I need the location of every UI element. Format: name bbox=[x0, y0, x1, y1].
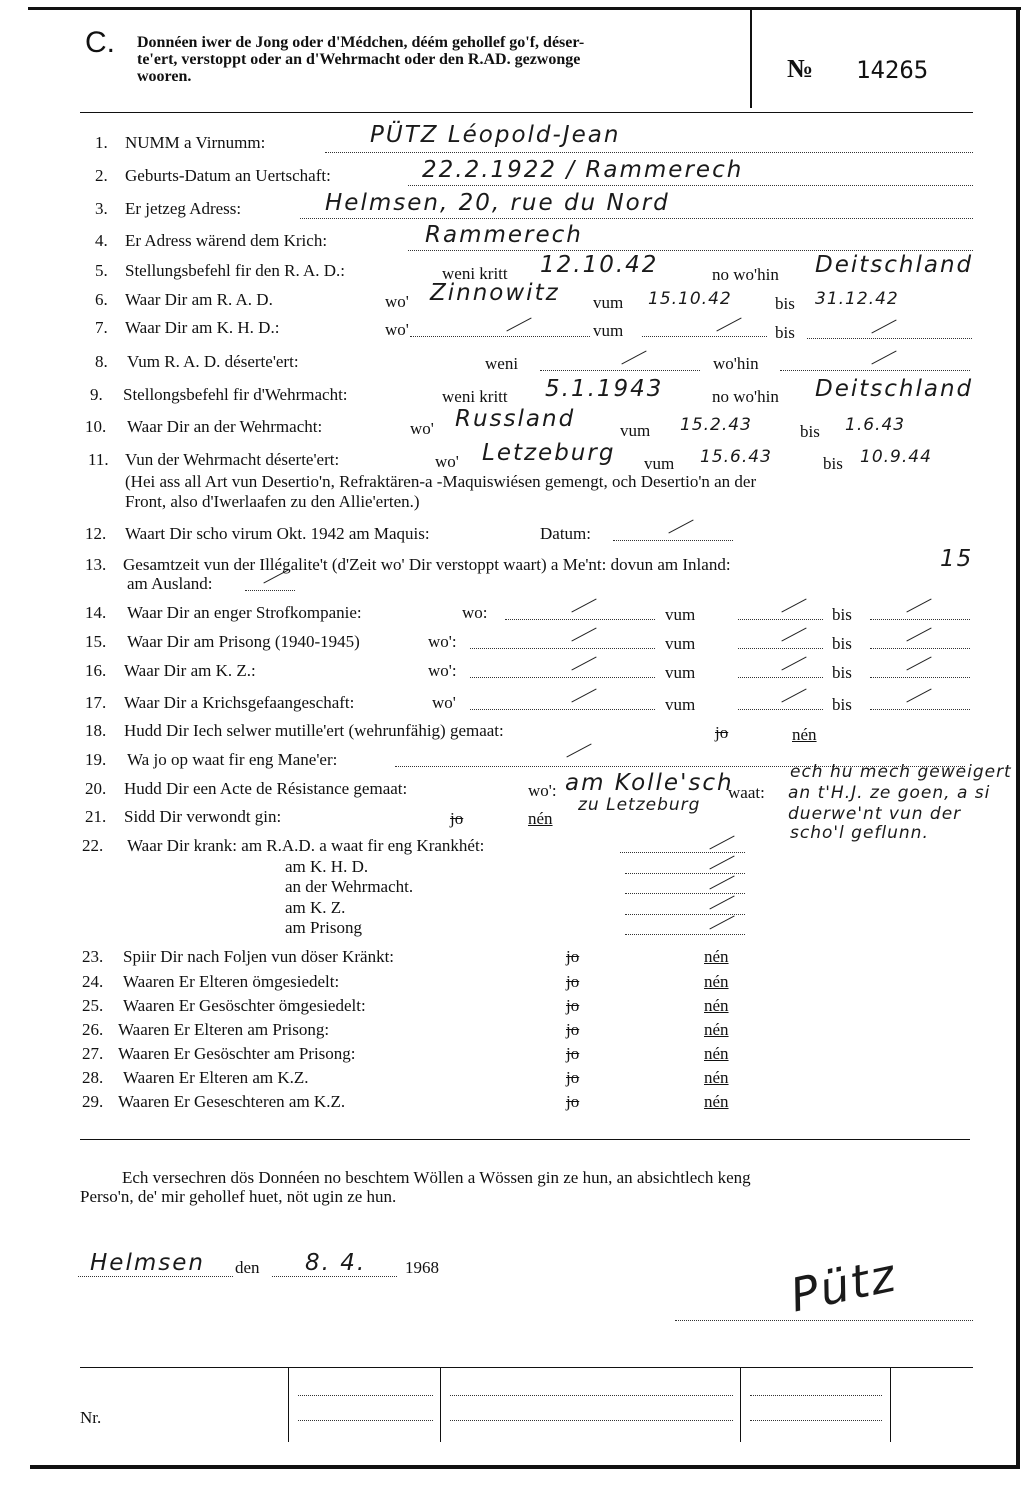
field-line bbox=[625, 934, 745, 935]
bis-label: bis bbox=[832, 634, 852, 653]
bis-label: bis bbox=[832, 663, 852, 682]
field-label: Wa jo op waat fir eng Mane'er: bbox=[127, 750, 338, 769]
field-label: Waaren Er Elteren am K.Z. bbox=[123, 1068, 309, 1087]
field-line bbox=[470, 648, 655, 649]
row-number: 14. bbox=[85, 603, 107, 622]
field-label: Waaren Er Gesöschter ömgesiedelt: bbox=[123, 996, 366, 1015]
table-rule bbox=[890, 1367, 891, 1442]
desertion-from[interactable]: 15.6.43 bbox=[700, 447, 772, 467]
jo-option[interactable]: jo bbox=[566, 1068, 580, 1087]
jo-option[interactable]: jo bbox=[566, 1044, 580, 1063]
weni-label: weni kritt bbox=[442, 387, 508, 406]
nen-option[interactable]: nén bbox=[704, 972, 729, 991]
field-label: Spiir Dir nach Foljen vun döser Kränkt: bbox=[123, 947, 395, 966]
field-label: Geburts-Datum an Uertschaft: bbox=[125, 166, 331, 185]
row-number: 23. bbox=[82, 947, 104, 966]
resistance-place[interactable]: am Kolle'sch bbox=[565, 770, 734, 796]
field-label: Waart Dir scho virum Okt. 1942 am Maquis: bbox=[125, 524, 430, 543]
resistance-what[interactable]: duerwe'nt vun der bbox=[788, 804, 962, 824]
nen-option[interactable]: nén bbox=[704, 996, 729, 1015]
frame-right bbox=[1016, 7, 1020, 1469]
dash-mark bbox=[709, 855, 734, 869]
rad-order-date[interactable]: 12.10.42 bbox=[540, 252, 659, 278]
row-number: 17. bbox=[85, 693, 107, 712]
wo-label: wo': bbox=[428, 632, 457, 651]
field-label: Sidd Dir verwondt gin: bbox=[124, 807, 282, 826]
field-line bbox=[870, 648, 970, 649]
vum-label: vum bbox=[665, 634, 696, 653]
field-line bbox=[738, 619, 823, 620]
jo-option[interactable]: jo bbox=[566, 972, 580, 991]
row-number: 5. bbox=[95, 261, 108, 280]
vum-label: vum bbox=[665, 695, 696, 714]
jo-option[interactable]: jo bbox=[566, 1092, 580, 1111]
row-number: 20. bbox=[85, 779, 107, 798]
field-label: Vun der Wehrmacht déserte'ert: bbox=[125, 450, 340, 469]
wohin-label: wo'hin bbox=[713, 354, 759, 373]
field-line bbox=[620, 852, 745, 853]
row-number: 12. bbox=[85, 524, 107, 543]
declaration-text: Ech versechren dös Donnéen no beschtem Wöllen a Wössen gin ze hun, an absichtlech keng bbox=[122, 1168, 751, 1187]
field-label: Gesamtzeit vun der Illégalite't (d'Zeit wo' Dir verstoppt waart) a Me'nt: dovun am Inland: bbox=[123, 555, 731, 574]
field-line bbox=[675, 1320, 973, 1321]
field-label: Er Adress wärend dem Krich: bbox=[125, 231, 328, 250]
resistance-what[interactable]: an t'H.J. ze goen, a si bbox=[788, 783, 991, 803]
field-label: Hudd Dir een Acte de Résistance gemaat: bbox=[124, 779, 408, 798]
rad-destination[interactable]: Deitschland bbox=[815, 252, 974, 278]
dash-mark bbox=[506, 317, 531, 331]
signature: Pütz bbox=[785, 1247, 902, 1323]
resistance-what[interactable]: scho'l geflunn. bbox=[790, 823, 929, 843]
row-number: 15. bbox=[85, 632, 107, 651]
field-line bbox=[408, 185, 973, 186]
desertion-note: (Hei ass all Art vun Desertio'n, Refraktären-a -Maquiswiésen gemengt, och Desertio'n an der bbox=[125, 472, 757, 491]
dash-mark bbox=[871, 319, 896, 333]
field-label: Waaren Er Geseschteren am K.Z. bbox=[118, 1092, 346, 1111]
field-label: Hudd Dir Iech selwer mutille'ert (wehrunfähig) gemaat: bbox=[124, 721, 504, 740]
date-value[interactable]: 8. 4. bbox=[305, 1250, 367, 1276]
field-line bbox=[625, 914, 745, 915]
wo-label: wo: bbox=[462, 603, 488, 622]
field-label: Er jetzeg Adress: bbox=[125, 199, 242, 218]
field-line bbox=[807, 338, 972, 339]
wo-label: wo' bbox=[410, 419, 434, 438]
wo-label: wo': bbox=[528, 781, 557, 800]
field-label: Waaren Er Elteren am Prisong: bbox=[118, 1020, 330, 1039]
field-line bbox=[245, 590, 295, 591]
dash-mark bbox=[571, 627, 596, 641]
field-label: Waar Dir a Krichsgefaangeschaft: bbox=[124, 693, 355, 712]
war-address-value[interactable]: Rammerech bbox=[425, 222, 583, 248]
dash-mark bbox=[906, 627, 931, 641]
field-label: NUMM a Virnumm: bbox=[125, 133, 266, 152]
rad-place[interactable]: Zinnowitz bbox=[430, 280, 560, 306]
field-sublabel: an der Wehrmacht. bbox=[285, 877, 414, 896]
field-line bbox=[642, 336, 767, 337]
dash-mark bbox=[709, 915, 734, 929]
field-line bbox=[450, 1395, 733, 1396]
field-label: Stellungsbefehl fir den R. A. D.: bbox=[125, 261, 346, 280]
row-number: 2. bbox=[95, 166, 108, 185]
dash-mark bbox=[621, 350, 646, 364]
header-title-line: Donnéen iwer de Jong oder d'Médchen, déém gehollef go'f, déser- bbox=[137, 34, 585, 51]
wehrmacht-order-date[interactable]: 5.1.1943 bbox=[545, 376, 664, 402]
desertion-note: Front, also d'Iwerlaafen zu den Allie'erten.) bbox=[125, 492, 420, 511]
row-number: 1. bbox=[95, 133, 108, 152]
field-line bbox=[625, 893, 745, 894]
section-letter: C. bbox=[85, 26, 115, 59]
dash-mark bbox=[716, 317, 741, 331]
field-label: Vum R. A. D. déserte'ert: bbox=[127, 352, 299, 371]
weni-label: weni bbox=[485, 354, 519, 373]
field-label: Waar Dir am R. A. D. bbox=[125, 290, 273, 309]
field-line bbox=[738, 648, 823, 649]
row-number: 4. bbox=[95, 231, 108, 250]
row-number: 22. bbox=[82, 836, 104, 855]
field-line bbox=[410, 336, 590, 337]
field-line bbox=[78, 1276, 233, 1277]
field-line bbox=[408, 250, 973, 251]
dash-mark bbox=[906, 656, 931, 670]
row-number: 9. bbox=[90, 385, 103, 404]
field-sublabel: am K. Z. bbox=[285, 898, 346, 917]
vum-label: vum bbox=[665, 605, 696, 624]
field-line bbox=[750, 1420, 882, 1421]
jo-option[interactable]: jo bbox=[450, 809, 464, 828]
table-rule bbox=[440, 1367, 441, 1442]
row-number: 7. bbox=[95, 318, 108, 337]
declaration-text: Perso'n, de' mir gehollef huet, nöt ugin ze hun. bbox=[80, 1187, 397, 1206]
field-label: Stellongsbefehl fir d'Wehrmacht: bbox=[123, 385, 348, 404]
frame-bottom bbox=[30, 1465, 1020, 1469]
field-line bbox=[870, 709, 970, 710]
bis-label: bis bbox=[800, 422, 820, 441]
dash-mark bbox=[571, 688, 596, 702]
dash-mark bbox=[709, 875, 734, 889]
dash-mark bbox=[709, 895, 734, 909]
row-number: 24. bbox=[82, 972, 104, 991]
address-value[interactable]: Helmsen, 20, rue du Nord bbox=[325, 190, 670, 216]
field-line bbox=[298, 1395, 433, 1396]
dash-mark bbox=[668, 519, 693, 533]
header-title bbox=[137, 34, 584, 85]
field-label: Waaren Er Gesöschter am Prisong: bbox=[118, 1044, 356, 1063]
dash-mark bbox=[906, 688, 931, 702]
dash-mark bbox=[571, 656, 596, 670]
dash-mark bbox=[571, 598, 596, 612]
bis-label: bis bbox=[775, 323, 795, 342]
waat-label: waat: bbox=[728, 783, 765, 802]
field-line bbox=[300, 218, 973, 219]
header-title-line: wooren. bbox=[137, 68, 192, 85]
row-number: 18. bbox=[85, 721, 107, 740]
bis-label: bis bbox=[832, 605, 852, 624]
row-number: 8. bbox=[95, 352, 108, 371]
header-divider bbox=[750, 10, 752, 108]
row-number: 29. bbox=[82, 1092, 104, 1111]
field-line bbox=[738, 709, 823, 710]
field-line bbox=[540, 370, 700, 371]
weni-label: weni kritt bbox=[442, 264, 508, 283]
vum-label: vum bbox=[620, 421, 651, 440]
form-number: 14265 bbox=[856, 56, 929, 84]
nen-option[interactable]: nén bbox=[528, 809, 553, 828]
table-rule bbox=[740, 1367, 741, 1442]
nr-label: Nr. bbox=[80, 1408, 102, 1427]
nowhin-label: no wo'hin bbox=[712, 265, 779, 284]
field-line bbox=[780, 370, 970, 371]
field-label: Waar Dir an enger Strofkompanie: bbox=[127, 603, 362, 622]
field-label: Waar Dir am K. Z.: bbox=[124, 661, 256, 680]
row-number: 27. bbox=[82, 1044, 104, 1063]
dash-mark bbox=[566, 743, 591, 757]
vum-label: vum bbox=[644, 454, 675, 473]
dash-mark bbox=[781, 656, 806, 670]
field-line bbox=[470, 709, 655, 710]
jo-option[interactable]: jo bbox=[566, 996, 580, 1015]
wehrmacht-destination[interactable]: Deitschland bbox=[815, 376, 974, 402]
section-rule bbox=[80, 1139, 970, 1140]
bis-label: bis bbox=[823, 454, 843, 473]
wehrmacht-to[interactable]: 1.6.43 bbox=[845, 415, 906, 435]
resistance-place-2[interactable]: zu Letzeburg bbox=[578, 795, 701, 815]
table-rule bbox=[288, 1367, 289, 1442]
row-number: 21. bbox=[85, 807, 107, 826]
field-label: Waar Dir an der Wehrmacht: bbox=[127, 417, 323, 436]
nen-option[interactable]: nén bbox=[704, 1044, 729, 1063]
row-number: 10. bbox=[85, 417, 107, 436]
nen-option[interactable]: nén bbox=[704, 947, 729, 966]
jo-option[interactable]: jo bbox=[715, 723, 729, 742]
dash-mark bbox=[871, 350, 896, 364]
row-number: 6. bbox=[95, 290, 108, 309]
field-label: Waar Dir krank: am R.A.D. a waat fir eng Krankhét: bbox=[127, 836, 485, 855]
row-number: 16. bbox=[85, 661, 107, 680]
resistance-what[interactable]: ech hu mech geweigert bbox=[790, 762, 1012, 782]
dash-mark bbox=[709, 835, 734, 849]
dash-mark bbox=[781, 627, 806, 641]
nen-option[interactable]: nén bbox=[792, 725, 817, 744]
datum-label: Datum: bbox=[540, 524, 591, 543]
wo-label: wo': bbox=[428, 661, 457, 680]
wehrmacht-place[interactable]: Russland bbox=[455, 406, 576, 432]
field-sublabel: am Prisong bbox=[285, 918, 362, 937]
row-number: 25. bbox=[82, 996, 104, 1015]
header-title-line: te'ert, verstoppt oder an d'Wehrmacht oder den R.AD. gezwonge bbox=[137, 51, 581, 68]
frame-top bbox=[28, 7, 1021, 10]
field-label: Waar Dir am K. H. D.: bbox=[125, 318, 280, 337]
field-line bbox=[450, 1420, 733, 1421]
rad-from[interactable]: 15.10.42 bbox=[648, 289, 732, 309]
jo-option[interactable]: jo bbox=[566, 947, 580, 966]
row-number: 11. bbox=[88, 450, 109, 469]
wehrmacht-from[interactable]: 15.2.43 bbox=[680, 415, 752, 435]
field-line bbox=[738, 677, 823, 678]
field-line bbox=[870, 677, 970, 678]
den-label: den bbox=[235, 1258, 260, 1277]
vum-label: vum bbox=[593, 293, 624, 312]
desertion-to[interactable]: 10.9.44 bbox=[860, 447, 932, 467]
wo-label: wo' bbox=[435, 452, 459, 471]
field-line bbox=[750, 1395, 882, 1396]
field-line bbox=[470, 677, 655, 678]
header-rule bbox=[80, 112, 973, 113]
field-label: Waar Dir am Prisong (1940-1945) bbox=[127, 632, 360, 651]
number-symbol: № bbox=[787, 54, 814, 83]
vum-label: vum bbox=[665, 663, 696, 682]
name-value[interactable]: PÜTZ Léopold-Jean bbox=[370, 122, 621, 148]
nen-option[interactable]: nén bbox=[704, 1068, 729, 1087]
dash-mark bbox=[906, 598, 931, 612]
row-number: 19. bbox=[85, 750, 107, 769]
rad-to[interactable]: 31.12.42 bbox=[815, 289, 899, 309]
bis-label: bis bbox=[775, 294, 795, 313]
vum-label: vum bbox=[593, 321, 624, 340]
dash-mark bbox=[781, 598, 806, 612]
row-number: 28. bbox=[82, 1068, 104, 1087]
dash-mark bbox=[781, 688, 806, 702]
inland-months[interactable]: 15 bbox=[940, 546, 974, 572]
nen-option[interactable]: nén bbox=[704, 1020, 729, 1039]
wo-label: wo' bbox=[385, 292, 409, 311]
jo-option[interactable]: jo bbox=[566, 1020, 580, 1039]
field-line bbox=[870, 619, 970, 620]
table-rule bbox=[80, 1367, 973, 1368]
row-number: 26. bbox=[82, 1020, 104, 1039]
row-number: 13. bbox=[85, 555, 107, 574]
field-line bbox=[325, 152, 973, 153]
row-number: 3. bbox=[95, 199, 108, 218]
field-label: Waaren Er Elteren ömgesiedelt: bbox=[123, 972, 340, 991]
field-line bbox=[625, 873, 745, 874]
nen-option[interactable]: nén bbox=[704, 1092, 729, 1111]
place-value[interactable]: Helmsen bbox=[90, 1250, 205, 1276]
bis-label: bis bbox=[832, 695, 852, 714]
field-sublabel: am K. H. D. bbox=[285, 857, 369, 876]
birth-value[interactable]: 22.2.1922 / Rammerech bbox=[422, 157, 744, 183]
desertion-place[interactable]: Letzeburg bbox=[482, 440, 616, 466]
wo-label: wo' bbox=[432, 693, 456, 712]
field-line bbox=[298, 1420, 433, 1421]
field-line bbox=[613, 540, 733, 541]
year-label: 1968 bbox=[405, 1258, 439, 1277]
nowhin-label: no wo'hin bbox=[712, 387, 779, 406]
wo-label: wo' bbox=[385, 320, 409, 339]
field-line bbox=[505, 619, 655, 620]
ausland-label: am Ausland: bbox=[127, 574, 213, 593]
field-line bbox=[272, 1276, 397, 1277]
